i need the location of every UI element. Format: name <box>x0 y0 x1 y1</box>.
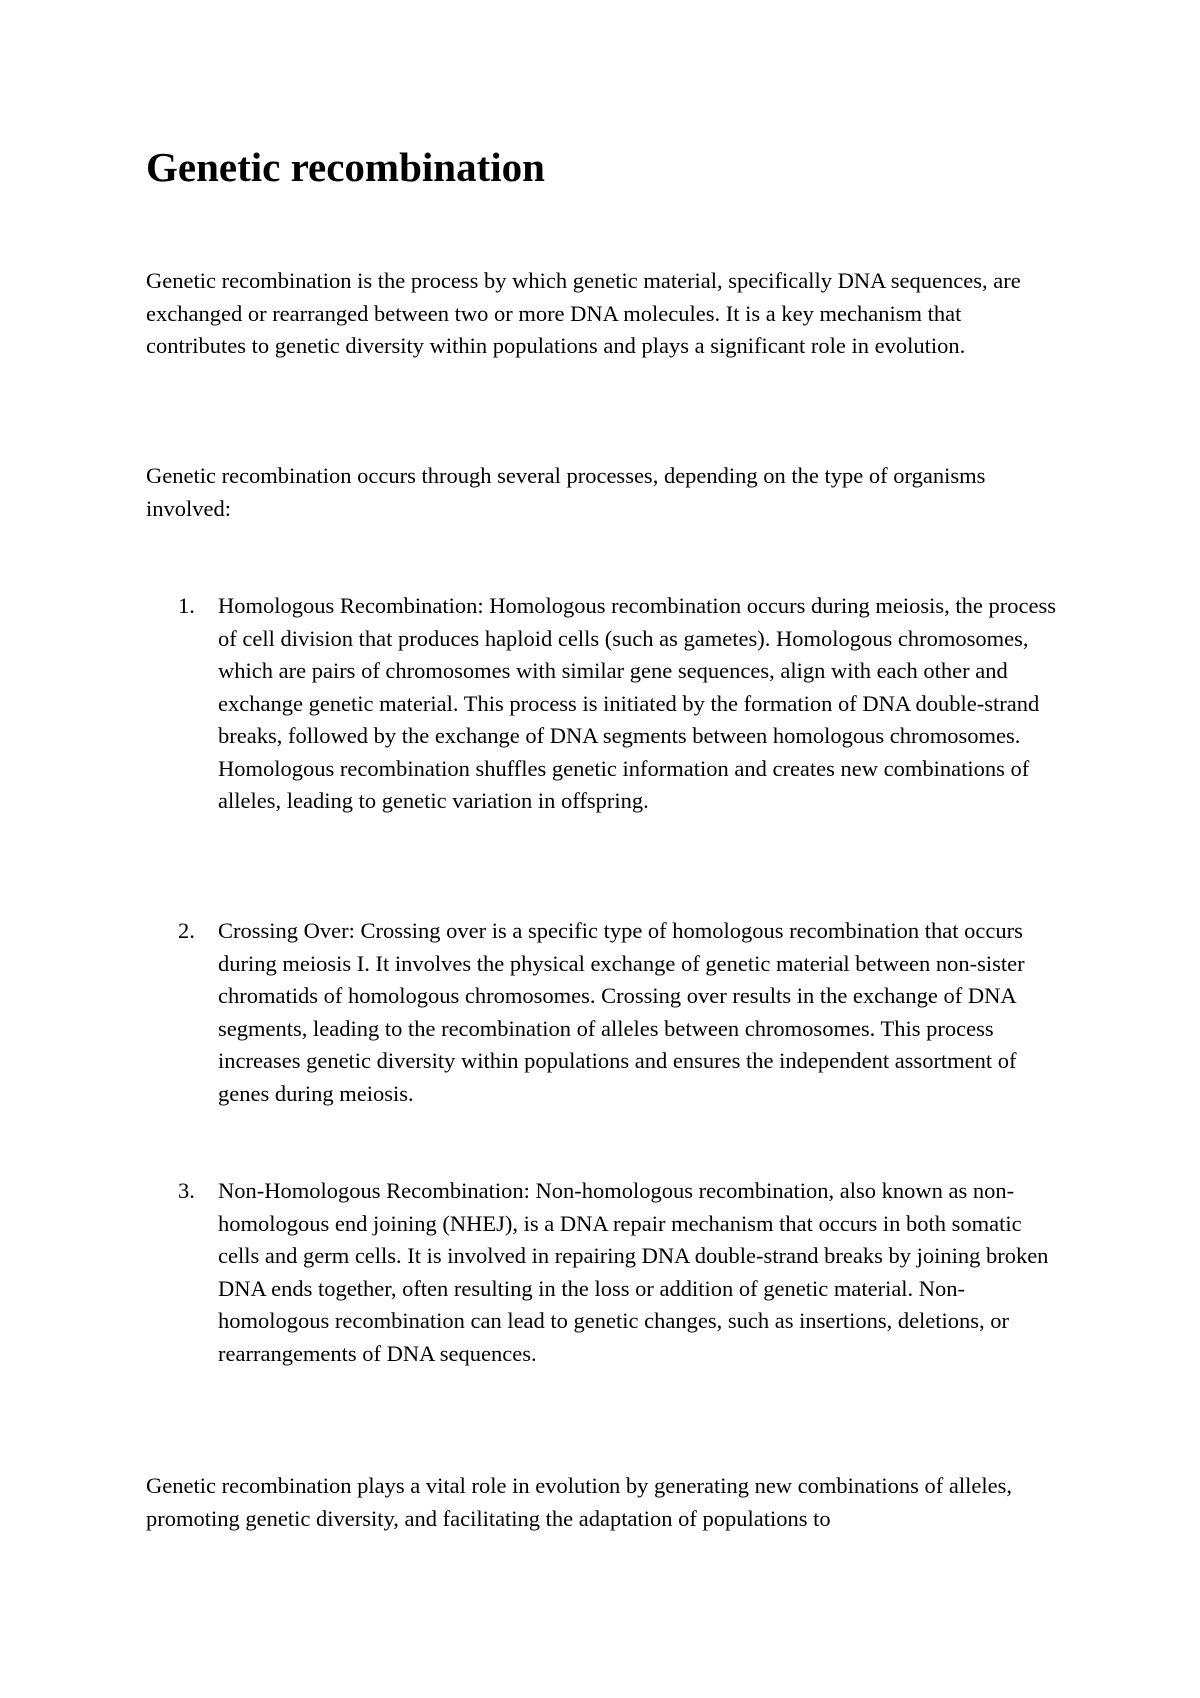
list-item-text: Non-Homologous Recombination: Non-homologous recombination, also known as non-homologous end joining (NHEJ), is a DNA repair mechanism that occurs in both somatic cells and germ cells. It is involved in repairing DNA double-strand breaks by joining broken DNA ends together, often resulting in the loss or addition of genetic material. Non-homologous recombination can lead to genetic changes, such as insertions, deletions, or rearrangements of DNA sequences. <box>218 1178 1049 1366</box>
list-item-number: 1. <box>178 593 195 618</box>
list-item-crossing-over <box>146 915 1066 1110</box>
list-item-homologous-recombination <box>146 590 1066 818</box>
closing-paragraph: Genetic recombination plays a vital role in evolution by generating new combinations of alleles, promoting genetic diversity, and facilitating the adaptation of populations to <box>146 1473 1012 1531</box>
list-item-text: Homologous Recombination: Homologous recombination occurs during meiosis, the process of cell division that produces haploid cells (such as gametes). Homologous chromosomes, which are pairs of chromosomes with similar gene sequences, align with each other and exchange genetic material. This process is initiated by the formation of DNA double-strand breaks, followed by the exchange of DNA segments between homologous chromosomes. Homologous recombination shuffles genetic information and creates new combinations of alleles, leading to genetic variation in offspring. <box>218 593 1057 813</box>
document-title: Genetic recombination <box>146 144 545 190</box>
list-item-number: 3. <box>178 1178 195 1203</box>
processes-intro-paragraph: Genetic recombination occurs through several processes, depending on the type of organisms involved: <box>146 463 986 521</box>
intro-paragraph: Genetic recombination is the process by which genetic material, specifically DNA sequences, are exchanged or rearranged between two or more DNA molecules. It is a key mechanism that contributes to genetic diversity within populations and plays a significant role in evolution. <box>146 268 1021 358</box>
list-item-number: 2. <box>178 918 195 943</box>
list-item-text: Crossing Over: Crossing over is a specific type of homologous recombination that occurs during meiosis I. It involves the physical exchange of genetic material between non-sister chromatids of homologous chromosomes. Crossing over results in the exchange of DNA segments, leading to the recombination of alleles between chromosomes. This process increases genetic diversity within populations and ensures the independent assortment of genes during meiosis. <box>218 918 1025 1106</box>
list-item-non-homologous-recombination <box>146 1175 1066 1370</box>
